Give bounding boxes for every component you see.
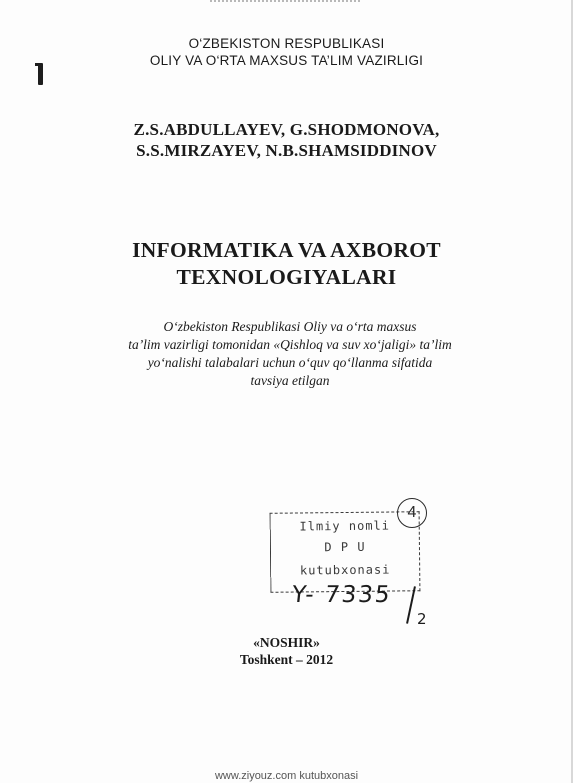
- footer-url: www.ziyouz.com kutubxonasi: [214, 770, 359, 782]
- title-line-1: INFORMATIKA VA AXBOROT: [132, 238, 441, 262]
- ministry-line-2: OLIY VA O‘RTA MAXSUS TA’LIM VAZIRLIGI: [149, 53, 424, 68]
- book-title: [0, 237, 573, 291]
- title-line-2: TEXNOLOGIYALARI: [176, 265, 397, 289]
- inventory-suffix: 2: [417, 610, 427, 628]
- recommendation-text: [100, 318, 480, 390]
- publisher-name: «NOSHIR»: [253, 635, 320, 650]
- recommendation-line-1: O‘zbekiston Respublikasi Oliy va o‘rta maxsus: [163, 319, 417, 334]
- stamp-line-2: D P U: [324, 539, 366, 555]
- stamp-circle-mark: 4: [397, 498, 427, 528]
- publisher-city-year: Toshkent – 2012: [239, 652, 334, 667]
- ministry-header: [0, 35, 573, 69]
- authors: [0, 119, 573, 161]
- inventory-slash: [406, 586, 416, 624]
- recommendation-line-3: yo‘nalishi talabalari uchun o‘quv qo‘llanma sifatida: [147, 355, 433, 370]
- stamp-line-1: Ilmiy nomli: [299, 518, 391, 534]
- stamp-line-3: kutubxonasi: [299, 562, 391, 578]
- authors-line-1: Z.S.ABDULLAYEV, G.SHODMONOVA,: [133, 120, 440, 139]
- scan-artifact: [210, 0, 360, 6]
- recommendation-line-4: tavsiya etilgan: [250, 373, 330, 388]
- library-stamp: [270, 511, 421, 593]
- ministry-line-1: O‘ZBEKISTON RESPUBLIKASI: [188, 36, 385, 51]
- inventory-number: Y- 7335: [290, 582, 393, 608]
- recommendation-line-2: ta’lim vazirligi tomonidan «Qishloq va suv xo‘jaligi» ta’lim: [128, 337, 452, 352]
- authors-line-2: S.S.MIRZAYEV, N.B.SHAMSIDDINOV: [136, 141, 437, 160]
